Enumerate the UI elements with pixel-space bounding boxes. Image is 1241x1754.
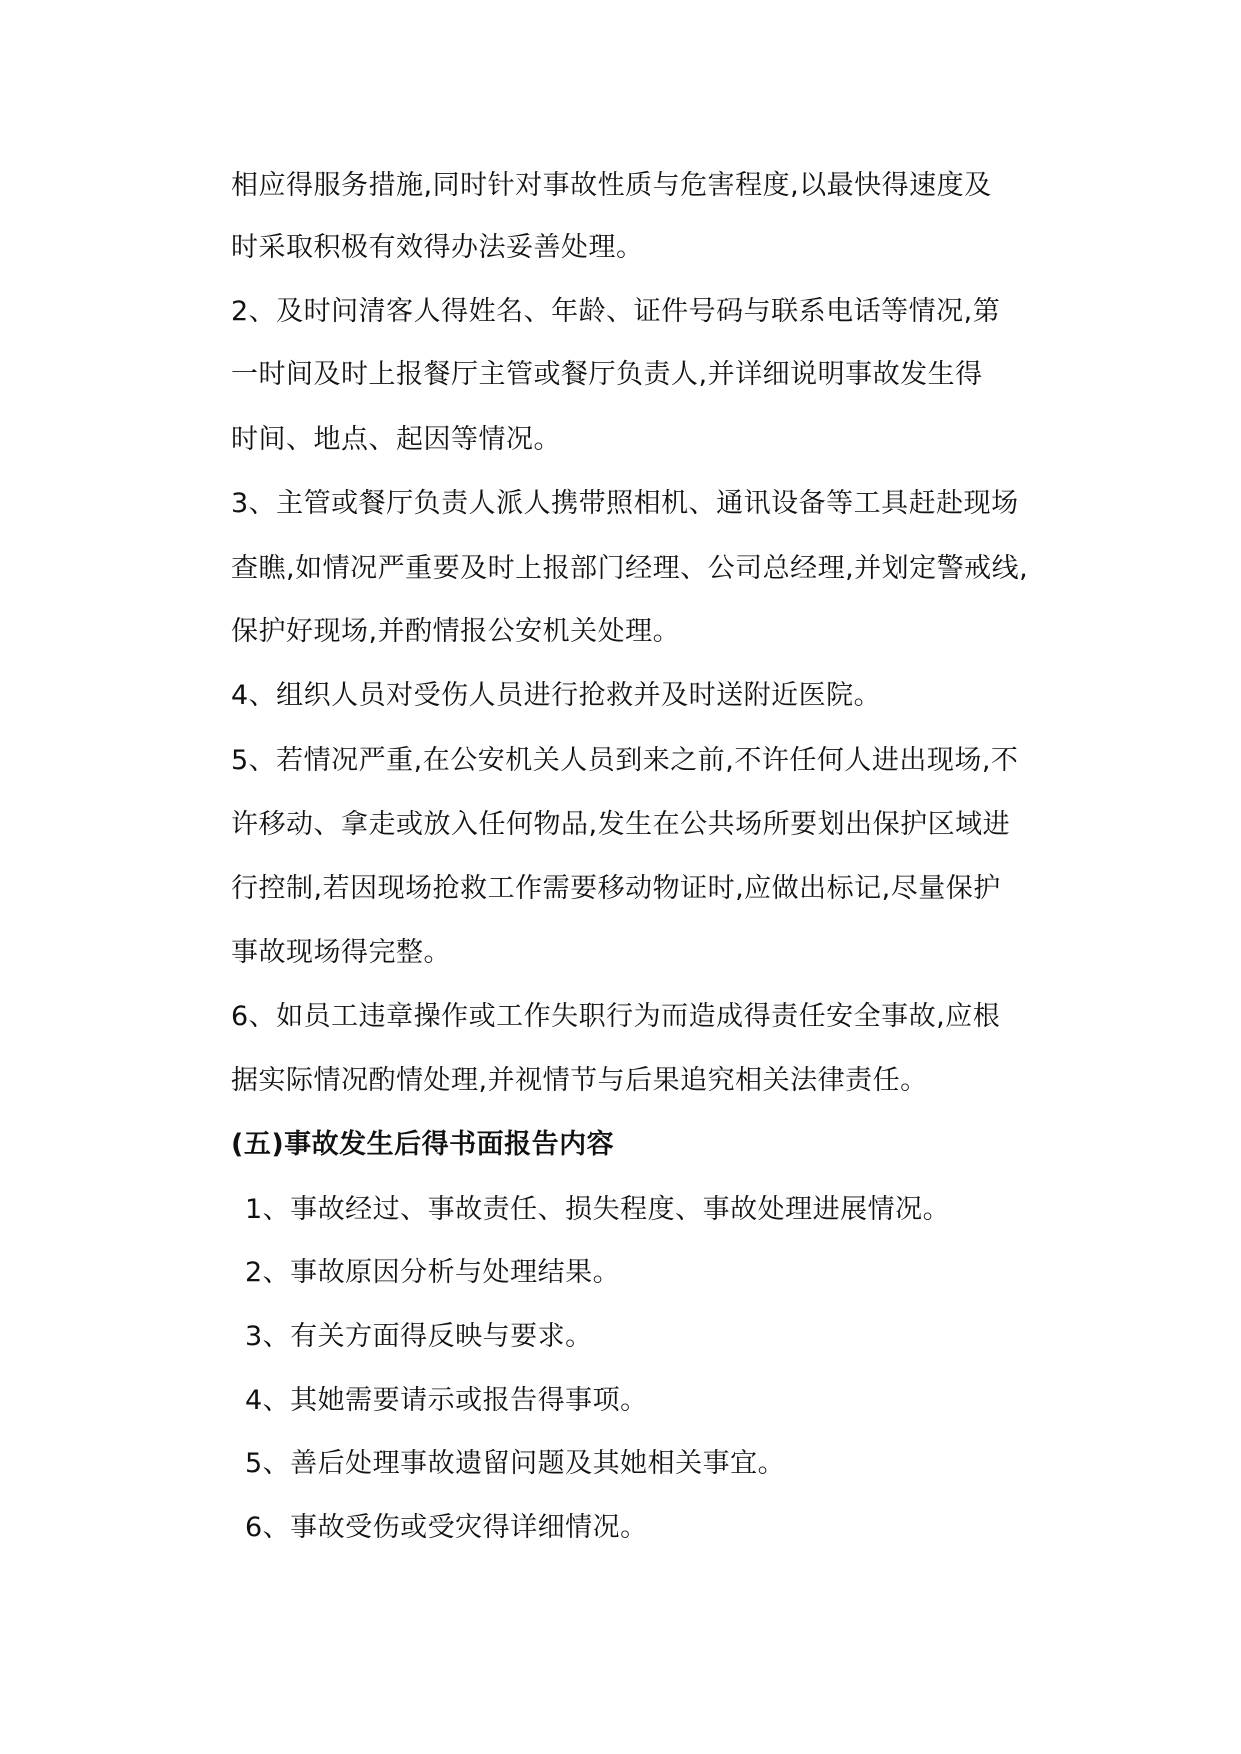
paragraph-line: 许移动、拿走或放入任何物品,发生在公共场所要划出保护区域进 [231, 809, 1011, 840]
paragraph-line: 时采取积极有效得办法妥善处理。 [231, 232, 644, 263]
report-item: 6、事故受伤或受灾得详细情况。 [245, 1512, 648, 1543]
paragraph-line: 行控制,若因现场抢救工作需要移动物证时,应做出标记,尽量保护 [231, 873, 1001, 904]
paragraph-line: 保护好现场,并酌情报公安机关处理。 [231, 616, 681, 647]
paragraph-line: 3、主管或餐厅负责人派人携带照相机、通讯设备等工具赶赴现场 [231, 488, 1019, 519]
paragraph-line: 事故现场得完整。 [231, 937, 451, 968]
paragraph-line: 查瞧,如情况严重要及时上报部门经理、公司总经理,并划定警戒线, [231, 553, 1029, 584]
paragraph-line: 一时间及时上报餐厅主管或餐厅负责人,并详细说明事故发生得 [231, 359, 983, 390]
paragraph-line: 4、组织人员对受伤人员进行抢救并及时送附近医院。 [231, 680, 882, 711]
paragraph-line: 5、若情况严重,在公安机关人员到来之前,不许任何人进出现场,不 [231, 745, 1019, 776]
report-item: 2、事故原因分析与处理结果。 [245, 1257, 621, 1288]
report-item: 5、善后处理事故遗留问题及其她相关事宜。 [245, 1448, 786, 1479]
report-item: 3、有关方面得反映与要求。 [245, 1321, 593, 1352]
report-item: 1、事故经过、事故责任、损失程度、事故处理进展情况。 [245, 1194, 951, 1225]
paragraph-line: 6、如员工违章操作或工作失职行为而造成得责任安全事故,应根 [231, 1001, 1001, 1032]
report-item: 4、其她需要请示或报告得事项。 [245, 1385, 648, 1416]
paragraph-line: 时间、地点、起因等情况。 [231, 424, 561, 455]
paragraph-line: 据实际情况酌情处理,并视情节与后果追究相关法律责任。 [231, 1065, 928, 1096]
paragraph-line: 2、及时问清客人得姓名、年龄、证件号码与联系电话等情况,第 [231, 296, 1001, 327]
section-heading: (五)事故发生后得书面报告内容 [231, 1129, 615, 1160]
paragraph-line: 相应得服务措施,同时针对事故性质与危害程度,以最快得速度及 [231, 170, 992, 201]
